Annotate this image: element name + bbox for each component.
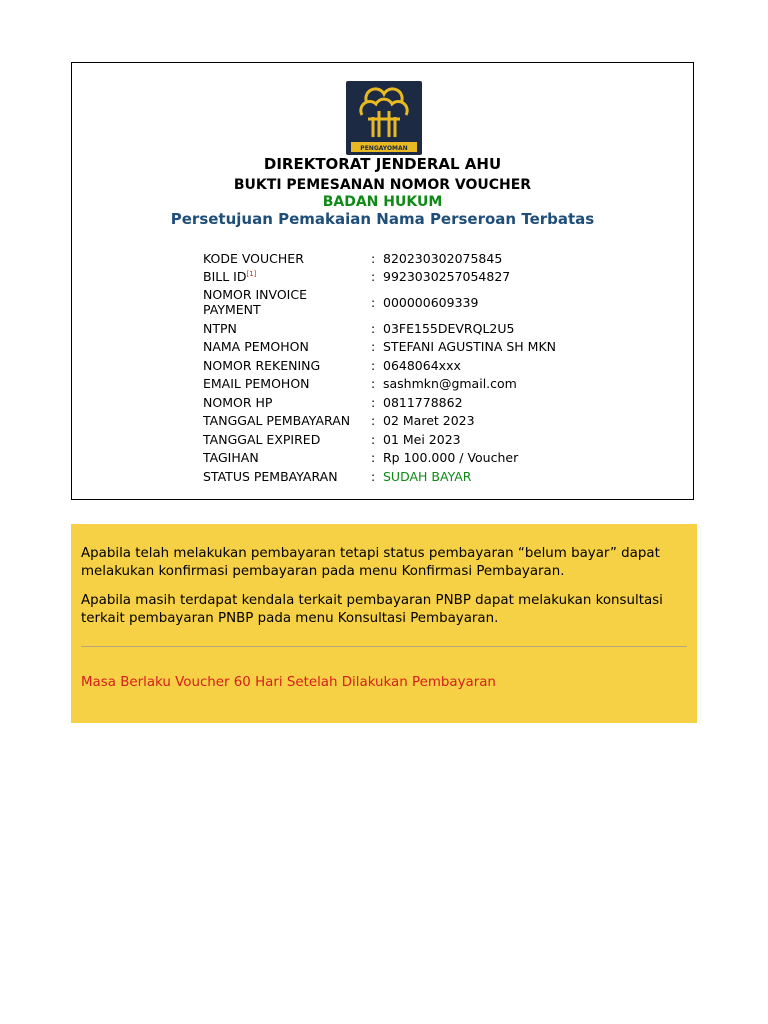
row-colon: :: [371, 294, 376, 310]
row-value: 02 Maret 2023: [383, 413, 475, 429]
row-value: 0811778862: [383, 394, 463, 410]
info-panel: [71, 524, 697, 723]
row-colon: :: [371, 431, 376, 447]
row-value: 01 Mei 2023: [383, 431, 461, 447]
row-colon: :: [371, 339, 376, 355]
row-label: STATUS PEMBAYARAN: [203, 468, 338, 484]
row-colon: :: [371, 450, 376, 466]
validity-notice: Masa Berlaku Voucher 60 Hari Setelah Dilakukan Pembayaran: [81, 675, 496, 690]
row-nomor-rekening: [203, 356, 663, 375]
row-colon: :: [371, 268, 376, 284]
row-label: TAGIHAN: [203, 450, 259, 466]
row-label: NOMOR REKENING: [203, 357, 321, 373]
row-ntpn: [203, 319, 663, 338]
row-colon: :: [371, 468, 376, 484]
info-consultation-text: Apabila masih terdapat kendala terkait pembayaran PNBP dapat melakukan konsultasi terkait pembayaran PNBP pada menu Konsultasi Pembayaran.: [81, 593, 663, 626]
row-colon: :: [371, 320, 376, 336]
row-nomor-hp: [203, 393, 663, 412]
row-label: NOMOR HP: [203, 394, 273, 410]
voucher-details: [203, 249, 663, 486]
row-kode-voucher: [203, 249, 663, 267]
row-value: sashmkn@gmail.com: [383, 376, 517, 392]
row-tanggal-expired: [203, 430, 663, 449]
header-title: BUKTI PEMESANAN NOMOR VOUCHER: [233, 177, 532, 193]
row-label: KODE VOUCHER: [203, 250, 304, 266]
row-nomor-invoice: [203, 285, 663, 319]
row-value: 03FE155DEVRQL2U5: [383, 320, 515, 336]
row-label: NTPN: [203, 320, 237, 336]
row-colon: :: [371, 394, 376, 410]
row-value: 820230302075845: [383, 250, 503, 266]
header-category: BADAN HUKUM: [322, 194, 443, 210]
row-colon: :: [371, 413, 376, 429]
row-email-pemohon: [203, 375, 663, 394]
row-label: NOMOR INVOICE PAYMENT: [203, 287, 307, 317]
status-badge: SUDAH BAYAR: [383, 468, 472, 484]
pengayoman-logo: [346, 81, 422, 155]
pengayoman-emblem-icon: [346, 81, 422, 155]
row-colon: :: [371, 357, 376, 373]
row-value: STEFANI AGUSTINA SH MKN: [383, 339, 557, 355]
row-nama-pemohon: [203, 338, 663, 357]
header-subtitle: Persetujuan Pemakaian Nama Perseroan Terbatas: [170, 210, 595, 228]
voucher-card: [71, 62, 694, 500]
row-bill-id: [203, 267, 663, 285]
row-label: NAMA PEMOHON: [203, 339, 309, 355]
divider: [81, 646, 687, 647]
row-tanggal-pembayaran: [203, 412, 663, 431]
row-label-wrap: [203, 267, 371, 284]
row-label: TANGGAL EXPIRED: [203, 431, 321, 447]
row-label: EMAIL PEMOHON: [203, 376, 310, 392]
logo-caption: PENGAYOMAN: [360, 145, 408, 152]
info-confirmation-text: Apabila telah melakukan pembayaran tetapi status pembayaran “belum bayar” dapat melakukan konfirmasi pembayaran pada menu Konfirmasi Pembayaran.: [81, 546, 660, 579]
row-label: BILL ID: [203, 269, 247, 285]
row-status-pembayaran: [203, 467, 663, 486]
row-colon: :: [371, 376, 376, 392]
row-value: 0648064xxx: [383, 357, 461, 373]
header-directorate: DIREKTORAT JENDERAL AHU: [263, 155, 502, 173]
row-tagihan: [203, 449, 663, 468]
row-value: 9923030257054827: [383, 268, 511, 284]
row-colon: :: [371, 250, 376, 266]
footnote-marker: [1]: [246, 270, 257, 279]
row-label: TANGGAL PEMBAYARAN: [203, 413, 351, 429]
row-value: Rp 100.000 / Voucher: [383, 450, 519, 466]
row-value: 000000609339: [383, 294, 479, 310]
